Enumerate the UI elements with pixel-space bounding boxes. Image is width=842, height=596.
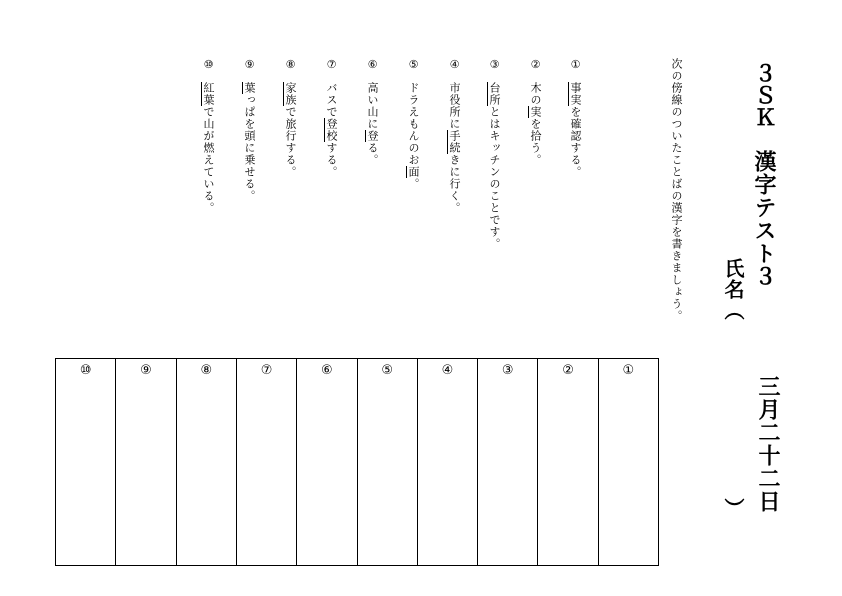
question-item	[405, 58, 421, 190]
underlined-word: 葉	[243, 82, 256, 94]
question-number: ⑤	[407, 58, 420, 72]
question-item	[323, 58, 339, 178]
test-date: 三月二十二日	[755, 375, 780, 513]
answer-cell-number: ⑩	[79, 363, 92, 378]
answer-cell-number: ⑨	[140, 363, 152, 378]
question-item	[282, 58, 298, 178]
answer-cell[interactable]	[417, 359, 477, 565]
question-item	[364, 58, 380, 166]
underlined-word: 台所	[488, 82, 501, 106]
answer-cell[interactable]	[296, 359, 356, 565]
question-text-after: で旅行する。	[284, 106, 297, 178]
answer-cell[interactable]	[537, 359, 597, 565]
question-item	[446, 58, 462, 214]
name-close-paren: ）	[721, 498, 745, 518]
answer-cell[interactable]	[598, 359, 658, 565]
underlined-word: 面	[407, 166, 420, 178]
answer-cell-number: ④	[441, 363, 454, 378]
underlined-word: 手続	[448, 130, 461, 154]
question-number: ⑥	[366, 58, 379, 72]
question-number: ⑩	[202, 58, 215, 72]
question-text-before: バスで	[325, 82, 338, 118]
answer-cell-number: ③	[501, 363, 514, 378]
underlined-word: 登	[366, 130, 379, 142]
question-number: ④	[448, 58, 461, 72]
underlined-word: 登校	[325, 118, 338, 142]
question-text-after: っぱを頭に乗せる。	[243, 94, 256, 202]
question-number: ⑦	[325, 58, 338, 72]
question-item	[486, 58, 502, 250]
answer-cell[interactable]	[176, 359, 236, 565]
test-title: 漢字テスト３	[751, 150, 776, 288]
answer-cell[interactable]	[357, 359, 417, 565]
answer-cell-number: ⑥	[321, 363, 333, 378]
question-text-after: きに行く。	[448, 154, 461, 214]
answer-cell[interactable]	[477, 359, 537, 565]
question-text-after: る。	[366, 142, 379, 166]
question-item	[567, 58, 583, 178]
underlined-word: 実	[529, 106, 542, 118]
question-number: ⑨	[243, 58, 256, 72]
answer-cell-number: ①	[622, 363, 635, 378]
question-text-after: で山が燃えている。	[202, 106, 215, 214]
question-text-before: 木の	[529, 82, 542, 106]
question-item	[200, 58, 216, 214]
name-label: 氏名（	[721, 258, 745, 321]
answer-cell-number: ⑧	[200, 363, 213, 378]
question-text-after: を拾う。	[529, 118, 542, 166]
underlined-word: 事実	[569, 82, 582, 106]
question-number: ②	[529, 58, 542, 72]
question-number: ①	[569, 58, 582, 72]
answer-cell-number: ⑤	[381, 363, 393, 378]
question-number: ⑧	[284, 58, 297, 72]
answer-cell[interactable]	[236, 359, 296, 565]
answer-cell[interactable]	[115, 359, 175, 565]
question-text-after: 。	[407, 178, 420, 190]
answer-cell-number: ②	[562, 363, 574, 378]
question-item	[241, 58, 257, 202]
answer-cell[interactable]	[56, 359, 115, 565]
underlined-word: 家族	[284, 82, 297, 106]
question-text-after: を確認する。	[569, 106, 582, 178]
question-number: ③	[488, 58, 501, 72]
question-text-before: 市役所に	[448, 82, 461, 130]
answer-grid	[55, 358, 659, 566]
class-code: ３ＳＫ	[751, 62, 776, 128]
question-item	[527, 58, 543, 166]
instruction-text: 次の傍線のついたことばの漢字を書きましょう。	[670, 58, 683, 322]
question-text-before: ドラえもんのお	[407, 82, 420, 166]
answer-cell-number: ⑦	[260, 363, 273, 378]
underlined-word: 紅葉	[202, 82, 215, 106]
worksheet-title	[748, 62, 778, 288]
question-text-before: 高い山に	[366, 82, 379, 130]
question-text-after: する。	[325, 142, 338, 178]
question-text-after: とはキッチンのことです。	[488, 106, 501, 250]
